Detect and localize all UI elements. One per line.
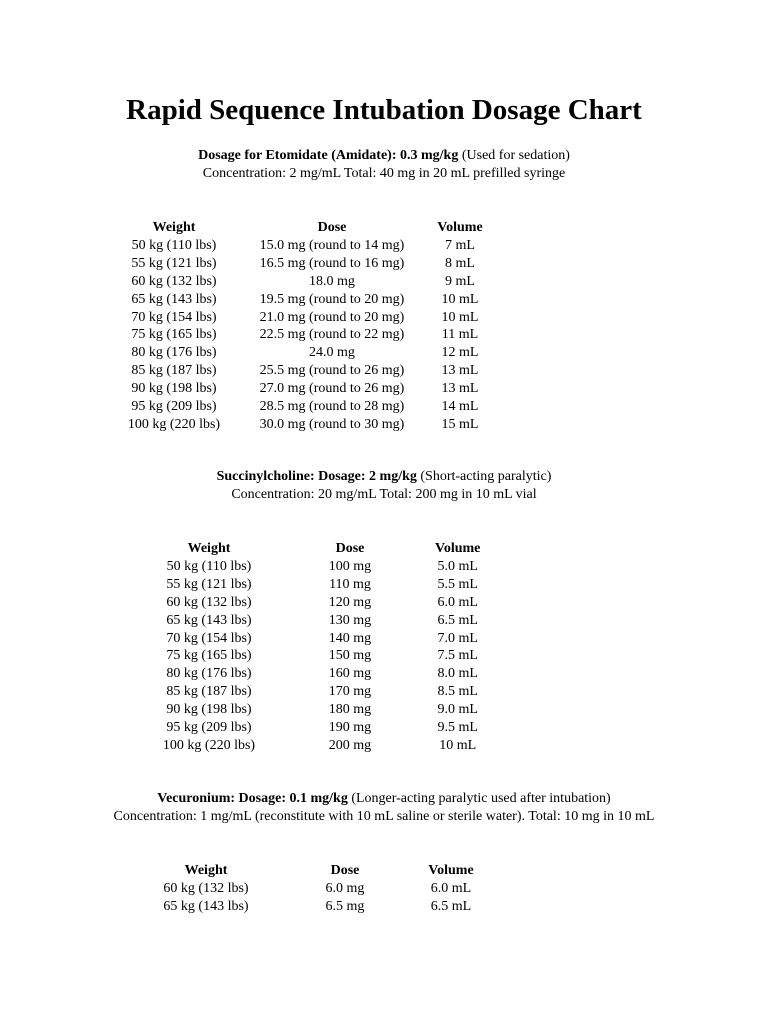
dose-cell: 6.0 mg (325, 880, 365, 896)
weight-cell: 60 kg (132 lbs) (131, 273, 217, 289)
column-header-weight: Weight (152, 220, 196, 235)
dose-cell: 140 mg (328, 630, 372, 646)
column-header-volume: Volume (428, 863, 474, 878)
dose-cell: 120 mg (328, 594, 372, 610)
section-heading-note: (Used for sedation) (458, 148, 570, 163)
dose-cell: 22.5 mg (round to 22 mg) (259, 327, 405, 343)
table-row (118, 309, 486, 327)
weight-cell: 75 kg (165 lbs) (131, 327, 217, 343)
section-heading-bold: Succinylcholine: Dosage: 2 mg/kg (216, 469, 417, 484)
table-row (118, 416, 486, 434)
weight-cell: 65 kg (143 lbs) (131, 291, 217, 307)
dose-cell: 190 mg (328, 720, 372, 736)
section-heading-note: (Longer-acting paralytic used after intubation) (347, 791, 611, 806)
volume-cell: 12 mL (441, 345, 479, 361)
weight-cell: 55 kg (121 lbs) (166, 576, 252, 592)
weight-cell: 50 kg (110 lbs) (131, 237, 217, 253)
dose-cell: 30.0 mg (round to 30 mg) (259, 416, 405, 432)
vecuronium-section (0, 790, 768, 914)
weight-cell: 60 kg (132 lbs) (163, 880, 249, 896)
table-row (118, 326, 486, 344)
table-row (153, 665, 480, 683)
etomidate-table (118, 219, 486, 434)
volume-cell: 8 mL (445, 255, 475, 271)
volume-cell: 5.5 mL (437, 576, 478, 592)
weight-cell: 50 kg (110 lbs) (166, 558, 252, 574)
section-heading (0, 790, 768, 808)
column-header-dose: Dose (330, 863, 360, 878)
volume-cell: 13 mL (441, 381, 479, 397)
dose-cell: 27.0 mg (round to 26 mg) (259, 381, 405, 397)
section-heading (0, 468, 768, 486)
volume-cell: 13 mL (441, 363, 479, 379)
table-row (118, 291, 486, 309)
volume-cell: 6.0 mL (430, 880, 472, 896)
dose-cell: 130 mg (328, 612, 372, 628)
column-header-weight: Weight (184, 863, 228, 878)
dose-cell: 15.0 mg (round to 14 mg) (259, 237, 405, 253)
dose-cell: 150 mg (328, 648, 372, 664)
concentration-text: Concentration: 1 mg/mL (reconstitute with 10 mL saline or sterile water). Total: 10 mg in 10 mL (113, 809, 655, 824)
weight-cell: 85 kg (187 lbs) (131, 363, 217, 379)
table-row (153, 737, 480, 755)
dose-cell: 100 mg (328, 558, 372, 574)
dose-cell: 160 mg (328, 666, 372, 682)
dose-cell: 16.5 mg (round to 16 mg) (259, 255, 405, 271)
table-row (153, 612, 480, 630)
section-heading-bold: Vecuronium: Dosage: 0.1 mg/kg (157, 791, 348, 806)
table-row (153, 647, 480, 665)
table-row (118, 398, 486, 416)
weight-cell: 65 kg (143 lbs) (163, 898, 249, 914)
dose-cell: 18.0 mg (309, 273, 355, 289)
weight-cell: 65 kg (143 lbs) (166, 612, 252, 628)
section-heading-bold: Dosage for Etomidate (Amidate): 0.3 mg/kg (198, 148, 459, 163)
volume-cell: 8.0 mL (437, 666, 478, 682)
volume-cell: 7 mL (445, 237, 475, 253)
dose-cell: 180 mg (328, 702, 372, 718)
dose-cell: 19.5 mg (round to 20 mg) (259, 291, 405, 307)
table-row (118, 255, 486, 273)
weight-cell: 70 kg (154 lbs) (166, 630, 252, 646)
table-row (153, 576, 480, 594)
dose-cell: 200 mg (328, 737, 372, 753)
weight-cell: 85 kg (187 lbs) (166, 684, 252, 700)
dose-cell: 28.5 mg (round to 28 mg) (259, 399, 405, 415)
volume-cell: 7.0 mL (437, 630, 478, 646)
volume-cell: 14 mL (441, 399, 479, 415)
weight-cell: 95 kg (209 lbs) (166, 720, 252, 736)
page-title: Rapid Sequence Intubation Dosage Chart (126, 94, 642, 126)
column-header-volume: Volume (435, 541, 481, 556)
table-row (153, 594, 480, 612)
table-row (153, 558, 480, 576)
weight-cell: 80 kg (176 lbs) (166, 666, 252, 682)
volume-cell: 11 mL (441, 327, 479, 343)
weight-cell: 90 kg (198 lbs) (131, 381, 217, 397)
table-row (150, 880, 474, 898)
dose-cell: 6.5 mg (325, 898, 365, 914)
volume-cell: 7.5 mL (437, 648, 478, 664)
dose-cell: 21.0 mg (round to 20 mg) (259, 309, 405, 325)
weight-cell: 70 kg (154 lbs) (131, 309, 217, 325)
concentration-text: Concentration: 20 mg/mL Total: 200 mg in 10 mL vial (231, 487, 537, 502)
volume-cell: 10 mL (439, 737, 477, 753)
section-heading (0, 147, 768, 165)
volume-cell: 6.5 mL (430, 898, 472, 914)
table-row (153, 719, 480, 737)
volume-cell: 6.0 mL (437, 594, 478, 610)
volume-cell: 5.0 mL (437, 558, 478, 574)
volume-cell: 9.0 mL (437, 702, 478, 718)
weight-cell: 100 kg (220 lbs) (162, 737, 256, 753)
succinylcholine-section (0, 468, 768, 753)
table-row (118, 344, 486, 362)
dose-cell: 170 mg (328, 684, 372, 700)
table-row (150, 898, 474, 916)
weight-cell: 80 kg (176 lbs) (131, 345, 217, 361)
volume-cell: 15 mL (441, 416, 479, 432)
weight-cell: 75 kg (165 lbs) (166, 648, 252, 664)
table-row (153, 630, 480, 648)
section-heading-note: (Short-acting paralytic) (416, 469, 552, 484)
table-row (118, 237, 486, 255)
succinylcholine-table (153, 540, 480, 755)
dose-cell: 25.5 mg (round to 26 mg) (259, 363, 405, 379)
dose-cell: 110 mg (329, 576, 371, 592)
column-header-dose: Dose (317, 220, 347, 235)
column-header-weight: Weight (187, 541, 231, 556)
vecuronium-table (150, 862, 474, 916)
volume-cell: 9.5 mL (437, 720, 478, 736)
volume-cell: 9 mL (445, 273, 475, 289)
table-row (118, 362, 486, 380)
table-row (153, 701, 480, 719)
etomidate-section (0, 147, 768, 432)
volume-cell: 6.5 mL (437, 612, 478, 628)
table-row (118, 273, 486, 291)
volume-cell: 10 mL (441, 309, 479, 325)
column-header-volume: Volume (437, 220, 483, 235)
dose-cell: 24.0 mg (309, 345, 355, 361)
table-row (153, 683, 480, 701)
weight-cell: 100 kg (220 lbs) (127, 416, 221, 432)
weight-cell: 95 kg (209 lbs) (131, 399, 217, 415)
weight-cell: 90 kg (198 lbs) (166, 702, 252, 718)
table-row (118, 380, 486, 398)
weight-cell: 60 kg (132 lbs) (166, 594, 252, 610)
volume-cell: 10 mL (441, 291, 479, 307)
concentration-text: Concentration: 2 mg/mL Total: 40 mg in 20 mL prefilled syringe (202, 166, 566, 181)
volume-cell: 8.5 mL (437, 684, 478, 700)
weight-cell: 55 kg (121 lbs) (131, 255, 217, 271)
column-header-dose: Dose (335, 541, 365, 556)
